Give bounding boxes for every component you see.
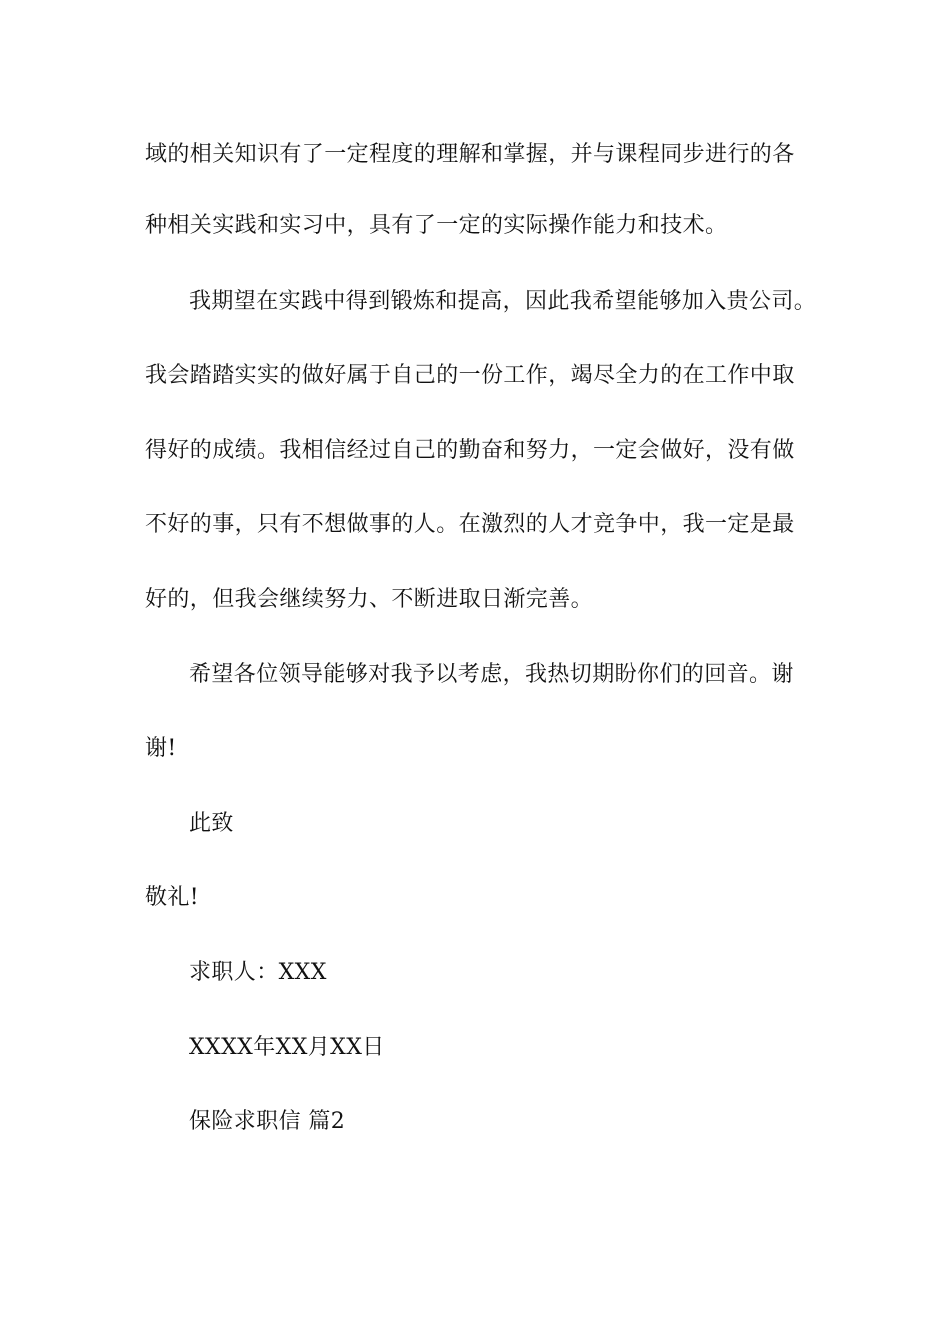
signature-date: XXXX年XX月XX日 xyxy=(189,1035,385,1060)
paragraph-line-5: 得好的成绩。我相信经过自己的勤奋和努力，一定会做好，没有做 xyxy=(145,438,795,463)
closing-regards: 敬礼! xyxy=(145,885,200,910)
paragraph-line-9: 谢! xyxy=(145,736,177,761)
next-section-heading: 保险求职信 篇2 xyxy=(189,1109,346,1134)
paragraph-line-4: 我会踏踏实实的做好属于自己的一份工作，竭尽全力的在工作中取 xyxy=(145,363,795,388)
paragraph-line-7: 好的，但我会继续努力、不断进取日渐完善。 xyxy=(145,587,594,612)
paragraph-line-2: 种相关实践和实习中，具有了一定的实际操作能力和技术。 xyxy=(145,213,728,238)
paragraph-line-3: 我期望在实践中得到锻炼和提高，因此我希望能够加入贵公司。 xyxy=(189,289,817,314)
paragraph-line-6: 不好的事，只有不想做事的人。在激烈的人才竞争中，我一定是最 xyxy=(145,512,795,537)
signature-name: 求职人：XXX xyxy=(189,960,327,985)
paragraph-line-8: 希望各位领导能够对我予以考虑，我热切期盼你们的回音。谢 xyxy=(189,662,794,687)
paragraph-line-1: 域的相关知识有了一定程度的理解和掌握，并与课程同步进行的各 xyxy=(145,142,795,167)
closing-salutation: 此致 xyxy=(189,811,234,836)
